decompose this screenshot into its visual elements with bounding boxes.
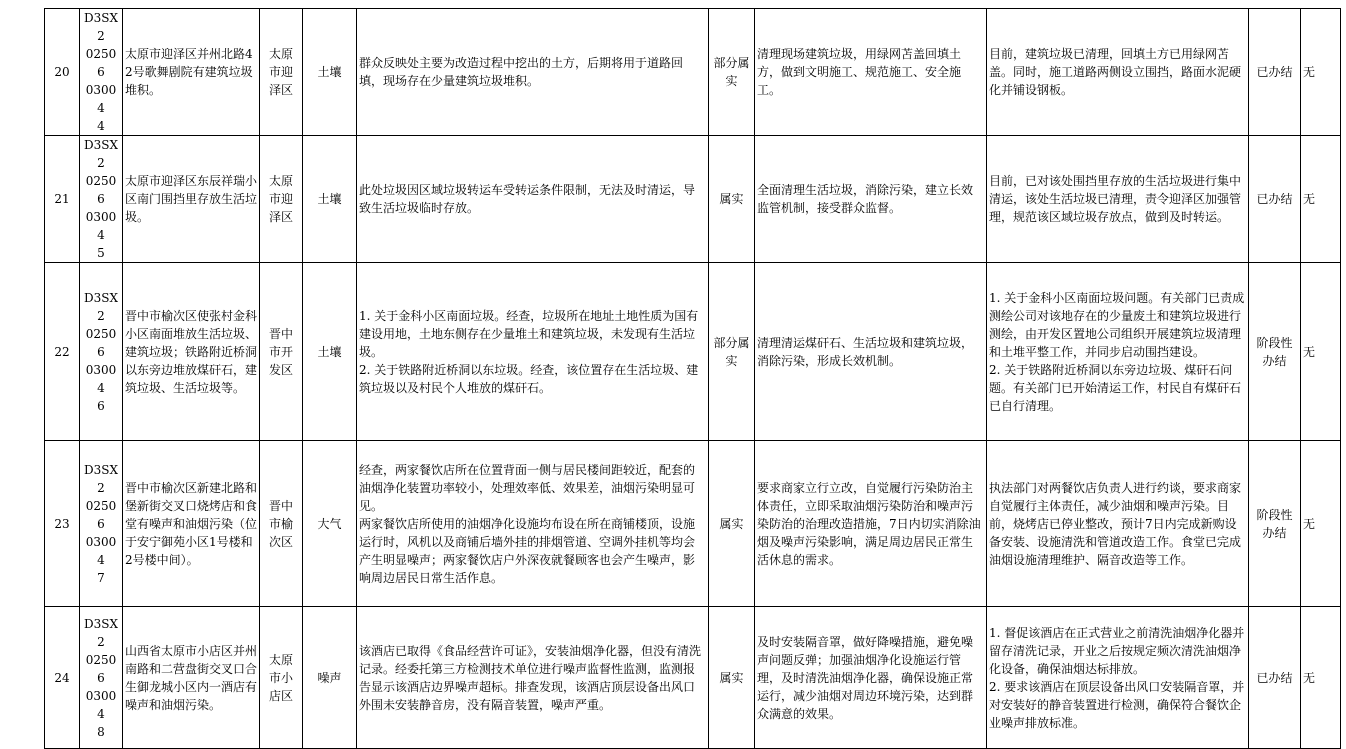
row-index: 22 — [45, 263, 80, 441]
case-code: D3SX2 02506 03004 6 — [80, 263, 123, 441]
investigation-finding: 此处垃圾因区域垃圾转运车受转运条件限制，无法及时清运，导致生活垃圾临时存放。 — [357, 136, 709, 263]
table-row — [45, 441, 1341, 607]
table-row — [45, 607, 1341, 749]
rectification-requirement: 清理清运煤矸石、生活垃圾和建筑垃圾，消除污染，形成长效机制。 — [755, 263, 987, 441]
case-code: D3SX2 02506 03004 5 — [80, 136, 123, 263]
investigation-finding: 1. 关于金科小区南面垃圾。经查，垃圾所在地址土地性质为国有建设用地，土地东侧存在少量堆土和建筑垃圾，未发现有生活垃圾。 2. 关于铁路附近桥洞以东垃圾。经查，该位置存在生活垃圾、建筑垃圾以及村民个人堆放的煤矸石。 — [357, 263, 709, 441]
handling-result: 执法部门对两餐饮店负责人进行约谈，要求商家自觉履行主体责任，减少油烟和噪声污染。目前，烧烤店已停业整改，预计7日内完成新购设备安装、设施清洗和管道改造工作。食堂已完成油烟设施清理维护、隔音改造等工作。 — [987, 441, 1249, 607]
complaint-location: 山西省太原市小店区并州南路和二营盘街交叉口合生御龙城小区内一酒店有噪声和油烟污染。 — [123, 607, 260, 749]
complaint-location: 晋中市榆次区使张村金科小区南面堆放生活垃圾、建筑垃圾；铁路附近桥洞以东旁边堆放煤矸石，建筑垃圾、生活垃圾等。 — [123, 263, 260, 441]
verdict: 部分属 实 — [709, 263, 755, 441]
handling-result: 目前，已对该处围挡里存放的生活垃圾进行集中清运，该处生活垃圾已清理，责令迎泽区加强管理，规范该区域垃圾存放点，做到及时转运。 — [987, 136, 1249, 263]
accountability: 无 — [1301, 9, 1341, 136]
verdict: 属实 — [709, 607, 755, 749]
table-row — [45, 9, 1341, 136]
complaint-table — [44, 8, 1341, 749]
handling-result: 目前，建筑垃圾已清理，回填土方已用绿网苫盖。同时，施工道路两侧设立围挡，路面水泥硬化并铺设钢板。 — [987, 9, 1249, 136]
pollution-type: 噪声 — [303, 607, 357, 749]
complaint-location: 晋中市榆次区新建北路和堡新街交叉口烧烤店和食堂有噪声和油烟污染（位于安宁御苑小区1号楼和2号楼中间）。 — [123, 441, 260, 607]
district: 太原 市小 店区 — [260, 607, 303, 749]
row-index: 21 — [45, 136, 80, 263]
handling-status: 阶段性 办结 — [1249, 441, 1301, 607]
rectification-requirement: 全面清理生活垃圾，消除污染，建立长效监管机制，接受群众监督。 — [755, 136, 987, 263]
complaint-location: 太原市迎泽区并州北路42号歌舞剧院有建筑垃圾堆积。 — [123, 9, 260, 136]
pollution-type: 土壤 — [303, 9, 357, 136]
verdict: 部分属 实 — [709, 9, 755, 136]
table-row — [45, 263, 1341, 441]
rectification-requirement: 及时安装隔音罩，做好降噪措施，避免噪声问题反弹；加强油烟净化设施运行管理，及时清洗油烟净化器，确保设施正常运行，减少油烟对周边环境污染，达到群众满意的效果。 — [755, 607, 987, 749]
district: 晋中 市开 发区 — [260, 263, 303, 441]
handling-status: 阶段性 办结 — [1249, 263, 1301, 441]
accountability: 无 — [1301, 263, 1341, 441]
district: 晋中 市榆 次区 — [260, 441, 303, 607]
pollution-type: 大气 — [303, 441, 357, 607]
table-row — [45, 136, 1341, 263]
rectification-requirement: 清理现场建筑垃圾，用绿网苫盖回填土方，做到文明施工、规范施工、安全施工。 — [755, 9, 987, 136]
investigation-finding: 群众反映处主要为改造过程中挖出的土方，后期将用于道路回填，现场存在少量建筑垃圾堆积。 — [357, 9, 709, 136]
case-code: D3SX2 02506 03004 7 — [80, 441, 123, 607]
row-index: 20 — [45, 9, 80, 136]
accountability: 无 — [1301, 441, 1341, 607]
handling-status: 已办结 — [1249, 607, 1301, 749]
verdict: 属实 — [709, 136, 755, 263]
investigation-finding: 经查，两家餐饮店所在位置背面一侧与居民楼间距较近，配套的油烟净化装置功率较小，处理效率低、效果差，油烟污染明显可见。 两家餐饮店所使用的油烟净化设施均布设在所在商铺楼顶，设施运行时，风机以及商铺后墙外挂的排烟管道、空调外挂机等均会产生明显噪声；两家餐饮店户外深夜就餐顾客也会产生噪声，影响周边居民日常生活作息。 — [357, 441, 709, 607]
verdict: 属实 — [709, 441, 755, 607]
handling-status: 已办结 — [1249, 9, 1301, 136]
district: 太原 市迎 泽区 — [260, 9, 303, 136]
investigation-finding: 该酒店已取得《食品经营许可证》，安装油烟净化器，但没有清洗记录。经委托第三方检测技术单位进行噪声监督性监测，监测报告显示该酒店边界噪声超标。排查发现，该酒店顶层设备出风口外围未安装静音房，没有隔音装置，噪声严重。 — [357, 607, 709, 749]
row-index: 24 — [45, 607, 80, 749]
handling-status: 已办结 — [1249, 136, 1301, 263]
case-code: D3SX2 02506 03004 8 — [80, 607, 123, 749]
rectification-requirement: 要求商家立行立改，自觉履行污染防治主体责任，立即采取油烟污染防治和噪声污染防治的治理改造措施，7日内切实消除油烟及噪声污染影响，满足周边居民正常生活休息的需求。 — [755, 441, 987, 607]
pollution-type: 土壤 — [303, 136, 357, 263]
district: 太原 市迎 泽区 — [260, 136, 303, 263]
accountability: 无 — [1301, 136, 1341, 263]
accountability: 无 — [1301, 607, 1341, 749]
row-index: 23 — [45, 441, 80, 607]
handling-result: 1. 关于金科小区南面垃圾问题。有关部门已责成测绘公司对该地存在的少量废土和建筑垃圾进行测绘，由开发区置地公司组织开展建筑垃圾清理和土堆平整工作，并同步启动围挡建设。 2. 关于铁路附近桥洞以东旁边垃圾、煤矸石问题。有关部门已开始清运工作，村民自有煤矸石已自行清理。 — [987, 263, 1249, 441]
handling-result: 1. 督促该酒店在正式营业之前清洗油烟净化器并留存清洗记录，开业之后按规定频次清洗油烟净化设备，确保油烟达标排放。 2. 要求该酒店在顶层设备出风口安装隔音罩，并对安装好的静音装置进行检测，确保符合餐饮企业噪声排放标准。 — [987, 607, 1249, 749]
pollution-type: 土壤 — [303, 263, 357, 441]
case-code: D3SX2 02506 03004 4 — [80, 9, 123, 136]
complaint-location: 太原市迎泽区东辰祥瑞小区南门围挡里存放生活垃圾。 — [123, 136, 260, 263]
